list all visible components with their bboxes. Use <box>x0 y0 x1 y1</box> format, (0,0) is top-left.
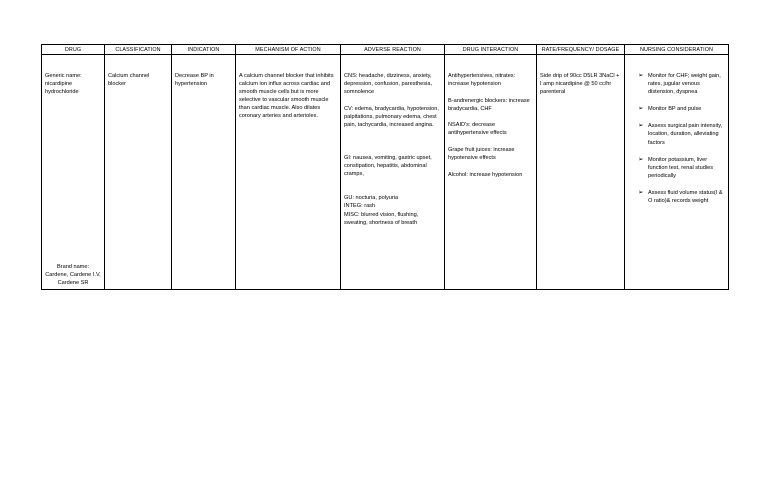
interaction-beta-blockers: B-andrenergic blockers: increase bradycardia, CHF <box>448 97 530 112</box>
nursing-item <box>628 72 725 96</box>
mechanism-cell <box>236 55 341 290</box>
generic-name: nicardipine hydrochloride <box>45 81 79 96</box>
classification-text: Calcium channel blocker <box>108 73 150 88</box>
header-mechanism: MECHANISM OF ACTION <box>236 45 341 55</box>
mechanism-text: A calcium channel blocker that inhibits calcium ion influx across cardiac and smooth muscle cells but is more selective to vascular smooth muscle than cardiac muscle. Also dilates coronary arteries and arterioles. <box>239 73 334 120</box>
adverse-reaction-cell <box>341 55 445 290</box>
nursing-consideration-cell <box>625 55 729 290</box>
arrowhead-bullet-icon: ➢ <box>638 105 644 113</box>
interaction-antihypertensives: Antihypertensives, nitrates: increase hypotension <box>448 73 516 88</box>
rate-dosage-cell <box>537 55 625 290</box>
nursing-list <box>628 72 725 205</box>
header-drug-interaction: DRUG INTERACTION <box>445 45 537 55</box>
interaction-nsaids: NSAID's: decrease antihypertensive effects <box>448 122 507 137</box>
nursing-item-text: Assess fluid volume status(I & O ratio)& records weight <box>648 189 723 205</box>
drug-study-table <box>41 44 729 290</box>
header-classification: CLASSIFICATION <box>105 45 172 55</box>
adverse-gi: GI: nausea, vomiting, gastric upset, constipation, hepatitis, abdominal cramps, <box>344 154 432 177</box>
nursing-item <box>628 122 725 146</box>
arrowhead-bullet-icon: ➢ <box>638 72 644 79</box>
classification-cell <box>105 55 172 290</box>
nursing-item-text: Monitor potassium, liver function test, renal studies periodically <box>648 156 713 179</box>
nursing-item <box>628 156 725 180</box>
rate-dosage-text: Side drip of 90cc D5LR 3NaCl + I amp nicardipine @ 50 cc/hr parenteral <box>540 73 620 96</box>
indication-text: Decrease BP in hypertension <box>175 73 214 88</box>
nursing-item-text: Monitor for CHF; weight gain, rates, jugular venous distension, dyspnea <box>648 73 721 96</box>
nursing-item-text: Assess surgical pain intensity, location, duration, alleviating factors <box>648 123 723 146</box>
header-row <box>42 45 729 55</box>
drug-interaction-cell <box>445 55 537 290</box>
brand-names: Cardene, Cardene I.V, Cardene SR <box>45 271 101 286</box>
generic-name-label: Generic name: <box>45 73 82 79</box>
nursing-item <box>628 105 725 113</box>
header-rate-dosage: RATE/FREQUENCY/ DOSAGE <box>537 45 625 55</box>
drug-cell-content <box>45 72 101 287</box>
adverse-integ: INTEG: rash <box>344 203 376 210</box>
header-nursing-consideration: NURSING CONSIDERATION <box>625 45 729 55</box>
brand-name-label: Brand name: <box>56 263 90 270</box>
indication-cell <box>172 55 236 290</box>
arrowhead-bullet-icon: ➢ <box>638 155 644 163</box>
nursing-item-text: Monitor BP and pulse <box>648 106 702 113</box>
nursing-item <box>628 189 725 205</box>
adverse-gu: GU: nocturia, polyuria <box>344 195 399 202</box>
header-adverse-reaction: ADVERSE REACTION <box>341 45 445 55</box>
adverse-cns: CNS: headache, dizziness, anxiety, depression, confusion, paresthesia, somnolence <box>344 73 433 96</box>
drug-cell <box>42 55 105 290</box>
header-drug: DRUG <box>42 45 105 55</box>
arrowhead-bullet-icon: ➢ <box>638 188 644 196</box>
header-indication: INDICATION <box>172 45 236 55</box>
content-row <box>42 55 729 290</box>
interaction-alcohol: Alcohol: increase hypotension <box>448 171 523 178</box>
interaction-grapefruit: Grape fruit juices: increase hypotensive effects <box>448 147 515 162</box>
brand-name-block <box>45 263 101 287</box>
arrowhead-bullet-icon: ➢ <box>638 122 644 130</box>
adverse-cv: CV: edema, bradycardia, hypotension, palpitations, pulmonary edema, chest pain, tachycardia, increased angina. <box>344 105 439 128</box>
adverse-misc: MISC: blurred vision, flushing, sweating, shortness of breath <box>344 211 419 226</box>
